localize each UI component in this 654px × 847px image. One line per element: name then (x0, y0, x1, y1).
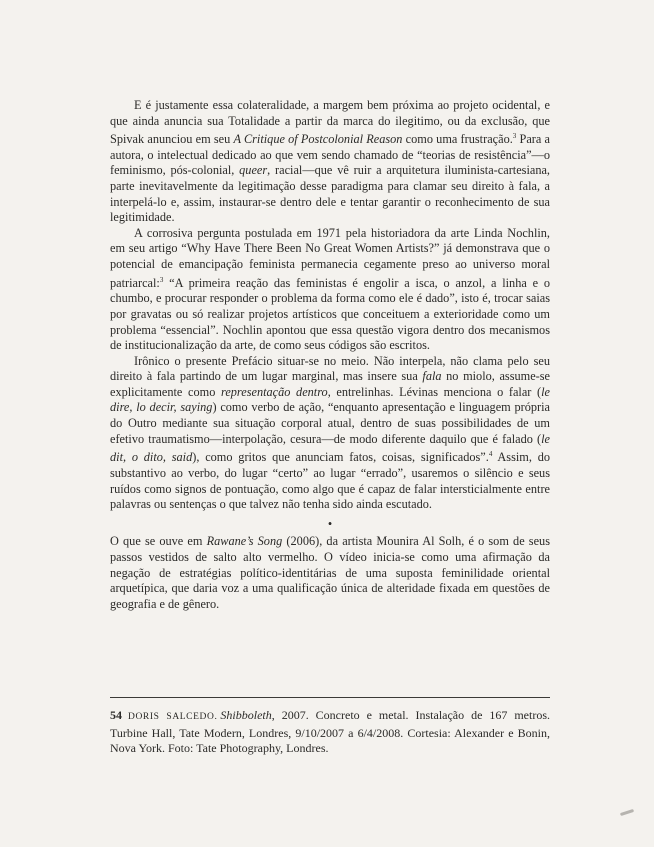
italic-term: representação dentro (220, 384, 328, 399)
body-text (110, 98, 550, 612)
book-title: A Critique of Postcolonial Reason (233, 132, 403, 147)
text-run: ) como verbo de ação, “enquanto apresentação e linguagem própria do Outro mediante sua situação corporal atual, dentro de suas possibilidades de um efetivo traumatismo—interpolação, cesura—de modo diferente daquilo que é falado ( (110, 400, 551, 446)
text-run: , entrelinhas. Lévinas menciona o falar ( (327, 384, 542, 399)
artist-name: DORIS SALCEDO. (128, 712, 218, 722)
footnote-ref: 3 (159, 275, 164, 284)
footnote-ref: 4 (488, 450, 493, 459)
paragraph-4 (110, 534, 550, 612)
text-run: , racial—que vê ruir a arquitetura iluminista-cartesiana, parte inevitavelmente da legitimação desse paradigma para clamar seu direito à fala, a interpelá-lo e, assim, instaurar-se dentro dele e tentar garantir o reconhecimento de sua legitimidade. (110, 163, 550, 225)
section-separator: • (327, 516, 333, 531)
text-run: O que se ouve em (110, 534, 207, 549)
italic-term: queer (239, 163, 268, 178)
page-mark (620, 809, 634, 816)
text-run: Assim, do substantivo ao verbo, do lugar “certo” ao lugar “errado”, usaremos o silêncio e seus ruídos como signos de pontuação, como algo que é capaz de falar intersticialmente entre palavras ou sentenças o que talvez não tenha sido ainda escutado. (110, 450, 550, 512)
work-title: Rawane’s Song (206, 534, 283, 549)
paragraph-2 (110, 226, 550, 354)
caption-details: , 2007. Concreto e metal. Instalação de 167 metros. Turbine Hall, Tate Modern, Londres, 9/10/2007 a 6/4/2008. Cortesia: Alexander e Bonin, Nova York. Foto: Tate Photography, Londres. (110, 708, 550, 756)
text-run: (2006), da artista Mounira Al Solh, é o som de seus passos vestidos de salto alto vermelho. O vídeo inicia-se como uma afirmação da negação de estratégias político-identitárias de uma suposta feminilidade oriental arquetípica, que daria voz a uma qualificação única de alteridade fixada em questões de geografia e de gênero. (110, 534, 550, 611)
paragraph-1 (110, 98, 550, 226)
caption-divider (110, 697, 550, 698)
figure-caption (110, 708, 550, 757)
text-run: no miolo, assume-se explicitamente como (110, 369, 550, 399)
italic-term: fala (422, 369, 442, 384)
artwork-title: Shibboleth (220, 708, 272, 722)
paragraph-3 (110, 354, 550, 513)
text-run: Para a autora, o intelectual dedicado ao que vem sendo chamado de “teorias de resistência”—o feminismo, pós-colonial, (110, 132, 551, 178)
text-run: Irônico o presente Prefácio situar-se no meio. Não interpela, não clama pelo seu direito à fala partindo de um lugar marginal, mas insere sua (110, 353, 550, 384)
footnote-ref: 3 (512, 132, 517, 141)
text-run: E é justamente essa colateralidade, a margem bem próxima ao projeto ocidental, e que ainda anuncia sua Totalidade a partir da marca do ilegitimo, ou da exclusão, que Spivak anunciou em seu (110, 98, 550, 147)
text-run: A corrosiva pergunta postulada em 1971 pela historiadora da arte Linda Nochlin, em seu artigo “Why Have There Been No Great Women Artists?” já demonstrava que o potencial de emancipação feminista permanecia cegamente preso ao universo moral patriarcal: (110, 225, 550, 290)
text-run: ), como gritos que anunciam fatos, coisas, significados”. (192, 450, 489, 465)
italic-term: le dit, o dito, said (110, 431, 550, 465)
text-run: “A primeira reação das feministas é engolir a isca, o anzol, a linha e o chumbo, e procurar responder o problema da forma como ele é dado”, isto é, trocar saias por gravatas ou só realizar projetos artísticos que conceituem a exterioridade como um problema “essencial”. Nochlin apontou que essa questão vigora dentro dos mecanismos de institucionalização da arte, de como seus códigos são escritos. (110, 275, 550, 353)
italic-term: le dire, lo decir, saying (110, 384, 550, 415)
text-run: como uma frustração. (402, 132, 513, 147)
figure-number: 54 (110, 708, 122, 722)
